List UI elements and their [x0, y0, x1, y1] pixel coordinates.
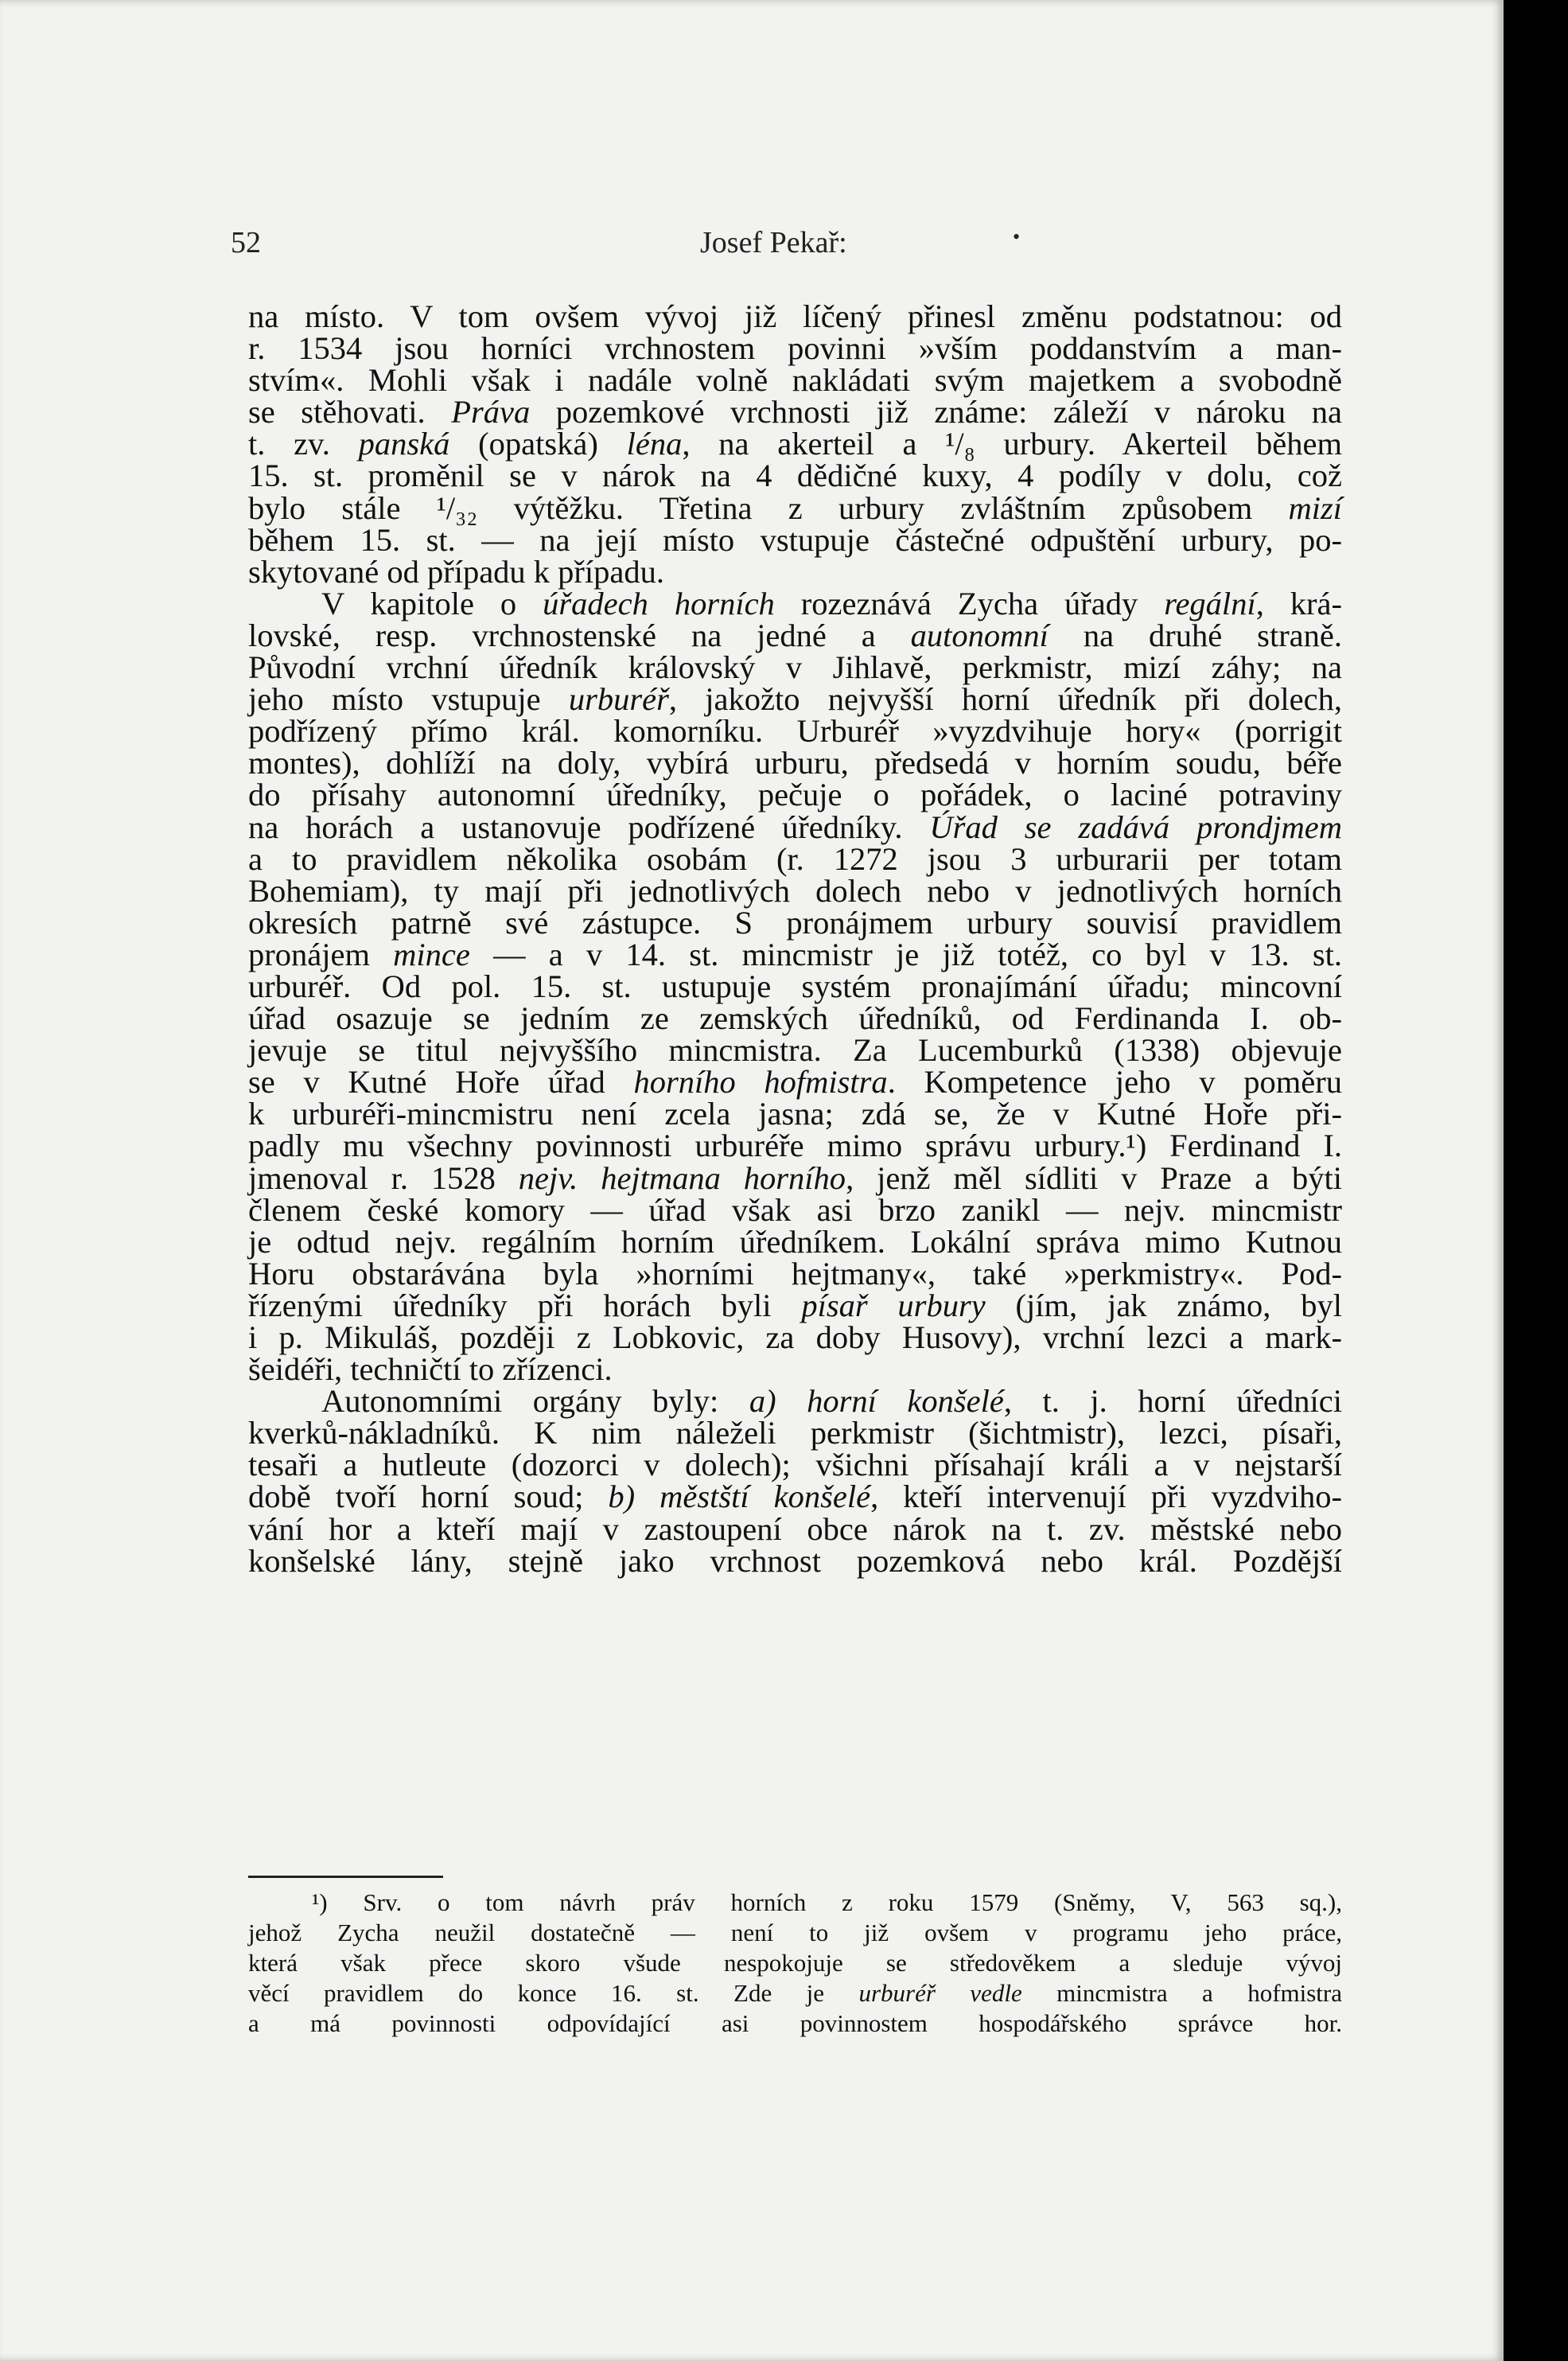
body-line	[248, 1000, 1342, 1037]
text-run: padly mu všechny povinnosti urburéře mimo správu urbury.¹) Ferdinand I.	[248, 1128, 1342, 1164]
body-line	[248, 428, 1342, 460]
body-line	[248, 1351, 1342, 1388]
body-line	[248, 460, 1342, 492]
emphasis-run: úřadech horních	[543, 585, 775, 621]
text-run: vání hor a kteří mají v zastoupení obce nárok na t. zv. městské nebo	[248, 1510, 1342, 1547]
text-run: kverků-nákladníků. K nim náleželi perkmistr (šichtmistr), lezci, písaři,	[248, 1415, 1342, 1451]
text-run: rozeznává Zycha úřady	[774, 585, 1165, 621]
text-run: na horách a ustanovuje podřízené úředníky.	[248, 808, 930, 845]
text-run: řízenými úředníky při horách byli	[248, 1287, 802, 1323]
emphasis-run: urburéř vedle	[858, 1979, 1022, 2007]
running-title: Josef Pekař:	[700, 226, 847, 259]
emphasis-run: nejv. hejtmana horního	[518, 1159, 846, 1196]
emphasis-run: písař urbury	[801, 1287, 986, 1323]
page-header	[231, 225, 1344, 265]
text-run: Horu obstarávána byla »horními hejtmany«, také »perkmistry«. Pod-	[248, 1255, 1342, 1292]
text-run: V kapitole o	[321, 585, 543, 621]
footnotes	[248, 1888, 1342, 2039]
footnote-line	[248, 1918, 1342, 1948]
body-line	[248, 1159, 1342, 1196]
body-line	[248, 394, 1342, 431]
text-run: která však přece skoro všude nespokojuje se středověkem a sleduje vývoj	[248, 1949, 1342, 1977]
text-run: na druhé straně.	[1048, 617, 1343, 653]
emphasis-run: léna	[626, 426, 683, 462]
text-run: úřad osazuje se jedním ze zemských úředníků, od Ferdinanda I. ob-	[248, 1000, 1342, 1037]
text-run: se stěhovati.	[248, 394, 452, 431]
body-line	[248, 1130, 1342, 1162]
text-run: — a v 14. st. mincmistr je již totéž, co byl v 13. st.	[469, 936, 1342, 972]
body-line	[248, 1191, 1342, 1228]
body-line	[248, 362, 1342, 399]
text-run: během 15. st. — na její místo vstupuje částečné odpuštění urbury, po-	[248, 521, 1342, 558]
emphasis-run: mince	[393, 936, 470, 972]
body-line	[248, 330, 1342, 367]
text-run: , jenž měl sídliti v Praze a býti	[846, 1159, 1342, 1196]
text-run: , t. j. horní úředníci	[1003, 1383, 1342, 1420]
text-run: . Kompetence jeho v poměru	[887, 1064, 1342, 1101]
text-run: stvím«. Mohli však i nadále volně nakládati svým majetkem a svobodně	[248, 362, 1342, 399]
text-run: a to pravidlem několika osobám (r. 1272 jsou 3 urburarii per totam	[248, 840, 1342, 877]
text-run: šeidéři, techničtí to zřízenci.	[248, 1351, 613, 1388]
body-line	[248, 1319, 1342, 1355]
body-line	[248, 968, 1342, 1004]
body-line	[248, 1032, 1342, 1069]
body-line	[248, 1255, 1342, 1292]
body-line	[248, 1064, 1342, 1101]
body-line	[248, 298, 1342, 334]
body-line	[248, 1449, 1342, 1481]
footnote-line	[248, 1888, 1342, 1918]
body-line	[248, 681, 1342, 718]
body-line	[248, 1098, 1342, 1130]
text-run: , kteří intervenují při vyzdviho-	[870, 1479, 1342, 1515]
emphasis-run: autonomní	[910, 617, 1049, 653]
emphasis-run: horního hofmistra	[633, 1064, 888, 1101]
text-run: jevuje se titul nejvyššího mincmistra. Za Lucemburků (1338) objevuje	[248, 1032, 1342, 1069]
body-line	[248, 779, 1342, 811]
text-run: je odtud nejv. regálním horním úředníkem. Lokální správa mimo Kutnou	[248, 1223, 1342, 1260]
emphasis-run: Úřad se zadává prondjmem	[929, 808, 1343, 845]
text-run: tesaři a hutleute (dozorci v dolech); všichni přísahají králi a v nejstarší	[248, 1447, 1342, 1483]
header-ornament: •	[1013, 225, 1021, 248]
text-run: věcí pravidlem do konce 16. st. Zde je	[248, 1979, 859, 2007]
text-run: se v Kutné Hoře úřad	[248, 1064, 634, 1101]
text-run: podřízený přímo král. komorníku. Urburéř »vyzdvihuje hory« (porrigit	[248, 713, 1342, 750]
body-line	[248, 1383, 1342, 1420]
body-line	[248, 840, 1342, 877]
body-line	[248, 713, 1342, 750]
body-line	[248, 1510, 1342, 1547]
text-run: lovské, resp. vrchnostenské na jedné a	[248, 617, 911, 653]
text-run: jeho místo vstupuje	[248, 681, 569, 718]
text-run: t. zv.	[248, 426, 359, 462]
emphasis-run: mizí	[1288, 489, 1342, 526]
text-run: pozemkové vrchnosti již známe: záleží v nároku na	[530, 394, 1342, 431]
emphasis-run: panská	[358, 426, 450, 462]
page-number: 52	[231, 226, 261, 259]
footnote-line	[248, 2008, 1342, 2039]
text-run: , jakožto nejvyšší horní úředník při dolech,	[668, 681, 1342, 718]
text-run: okresích patrně své zástupce. S pronájmem urbury souvisí pravidlem	[248, 904, 1342, 941]
footnote-line	[248, 1978, 1342, 2008]
text-run: k urburéři-mincmistru není zcela jasna; zdá se, že v Kutné Hoře při-	[248, 1096, 1342, 1132]
text-run: montes), dohlíží na doly, vybírá urburu, předsedá v horním soudu, béře	[248, 745, 1342, 781]
text-run: (jím, jak známo, byl	[985, 1287, 1342, 1323]
text-run: pronájem	[248, 936, 394, 972]
text-run: r. 1534 jsou horníci vrchnostem povinni »vším poddanstvím a man-	[248, 330, 1342, 367]
text-run: i p. Mikuláš, později z Lobkovic, za doby Husovy), vrchní lezci a mark-	[248, 1319, 1342, 1355]
body-line	[248, 649, 1342, 686]
body-line	[248, 1223, 1342, 1260]
text-run: , na akerteil a ¹/₈ urbury. Akerteil během	[682, 426, 1342, 462]
body-line	[248, 553, 1342, 590]
text-run: konšelské lány, stejně jako vrchnost pozemková nebo král. Pozdější	[248, 1542, 1342, 1579]
emphasis-run: Práva	[451, 394, 531, 431]
text-run: Původní vrchní úředník královský v Jihlavě, perkmistr, mizí záhy; na	[248, 649, 1342, 686]
text-run: urburéř. Od pol. 15. st. ustupuje systém pronajímání úřadu; mincovní	[248, 968, 1342, 1004]
body-line	[248, 747, 1342, 779]
text-run: a má povinnosti odpovídající asi povinnostem hospodářského správce hor.	[248, 2009, 1342, 2037]
body-line	[248, 808, 1343, 845]
emphasis-run: regální	[1164, 585, 1256, 621]
text-run: 15. st. proměnil se v nárok na 4 dědičné kuxy, 4 podíly v dolu, což	[248, 458, 1342, 494]
body-line	[248, 872, 1342, 909]
body-line	[248, 585, 1342, 621]
emphasis-run: urburéř	[568, 681, 669, 718]
emphasis-run: b) městští konšelé	[608, 1479, 871, 1515]
footnote-divider	[248, 1876, 443, 1878]
body-line	[248, 1481, 1342, 1513]
body-line	[248, 489, 1342, 526]
text-run: skytované od případu k případu.	[248, 553, 665, 590]
body-line	[248, 1287, 1342, 1323]
text-run: Autonomními orgány byly:	[321, 1383, 749, 1420]
body-line	[248, 617, 1343, 653]
text-run: době tvoří horní soud;	[248, 1479, 609, 1515]
emphasis-run: a) horní konšelé	[749, 1383, 1004, 1420]
text-run: jehož Zycha neužil dostatečně — není to již ovšem v programu jeho práce,	[248, 1919, 1342, 1946]
text-run: jmenoval r. 1528	[248, 1159, 519, 1196]
body-line	[248, 521, 1342, 558]
text-run: na místo. V tom ovšem vývoj již líčený přinesl změnu podstatnou: od	[248, 298, 1342, 334]
text-run: do přísahy autonomní úředníky, pečuje o pořádek, o laciné potraviny	[248, 777, 1342, 813]
text-run: ¹) Srv. o tom návrh práv horních z roku 1579 (Sněmy, V, 563 sq.),	[312, 1888, 1342, 1916]
text-run: , krá-	[1255, 585, 1342, 621]
body-line	[248, 904, 1342, 941]
body-line	[248, 936, 1342, 972]
body-line	[248, 1417, 1342, 1449]
text-run: Bohemiam), ty mají při jednotlivých dolech nebo v jednotlivých horních	[248, 872, 1342, 909]
text-run: členem české komory — úřad však asi brzo zanikl — nejv. mincmistr	[248, 1191, 1342, 1228]
body-line	[248, 1542, 1342, 1579]
text-run: bylo stále ¹/₃₂ výtěžku. Třetina z urbury zvláštním způsobem	[248, 489, 1289, 526]
text-run: mincmistra a hofmistra	[1021, 1979, 1342, 2007]
text-run: (opatská)	[449, 426, 627, 462]
main-text	[248, 298, 1343, 1579]
footnote-line	[248, 1948, 1342, 1978]
